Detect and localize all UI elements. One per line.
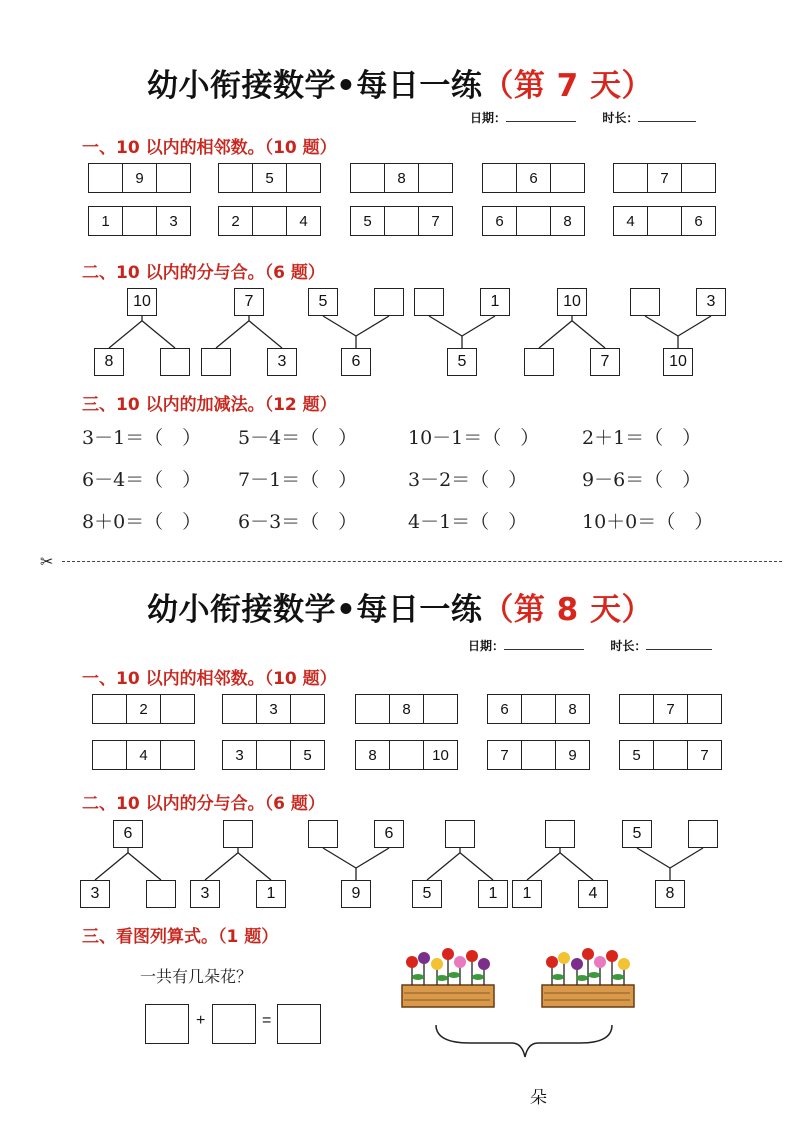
day7-duration-blank[interactable]	[638, 109, 696, 122]
blank-cell[interactable]	[423, 695, 457, 723]
answer-box-3[interactable]	[277, 1004, 321, 1044]
blank-number-box[interactable]	[445, 820, 475, 848]
connector-line	[216, 321, 249, 348]
blank-cell[interactable]	[89, 164, 122, 192]
day7-sec1-title: 一、10 以内的相邻数。（10 题）	[82, 138, 337, 158]
number-cell: 7	[500, 746, 509, 764]
blank-cell[interactable]	[681, 164, 715, 192]
day7-adjacent-strip	[350, 163, 453, 193]
number-cell: 6	[516, 164, 550, 192]
number-cell: 6	[500, 700, 509, 718]
equation[interactable]: 5－4＝（ ）	[238, 427, 358, 449]
connector-line	[323, 848, 356, 868]
equation[interactable]: 3－1＝（ ）	[82, 427, 202, 449]
number-cell: 7	[647, 164, 681, 192]
number-box: 1	[478, 880, 508, 908]
blank-cell[interactable]	[223, 695, 256, 723]
day8-sec1-title: 一、10 以内的相邻数。（10 题）	[82, 669, 337, 689]
number-cell: 6	[681, 207, 715, 235]
equation[interactable]: 4－1＝（ ）	[408, 511, 528, 533]
blank-cell[interactable]	[516, 207, 550, 235]
blank-cell[interactable]	[156, 164, 190, 192]
day8-adjacent-strip	[222, 740, 325, 770]
number-cell: 2	[126, 695, 160, 723]
blank-number-box[interactable]	[688, 820, 718, 848]
day8-adjacent-strip	[355, 740, 458, 770]
blank-cell[interactable]	[356, 695, 389, 723]
number-box: 9	[341, 880, 371, 908]
day8-title	[0, 584, 800, 629]
equation[interactable]: 6－3＝（ ）	[238, 511, 358, 533]
flower-planter-right	[542, 948, 634, 1007]
connector-line	[205, 853, 238, 880]
number-cell: 10	[423, 741, 457, 769]
number-cell: 4	[126, 741, 160, 769]
blank-number-box[interactable]	[308, 820, 338, 848]
blank-number-box[interactable]	[374, 288, 404, 316]
number-box: 3	[80, 880, 110, 908]
number-cell: 3	[156, 207, 190, 235]
equation[interactable]: 6－4＝（ ）	[82, 469, 202, 491]
day8-duration-blank[interactable]	[646, 637, 712, 650]
flower-planter-left	[402, 948, 494, 1007]
number-cell: 8	[550, 207, 584, 235]
connector-line	[560, 853, 593, 880]
day8-adjacent-strip	[92, 694, 195, 724]
blank-cell[interactable]	[219, 164, 252, 192]
equation[interactable]: 9－6＝（ ）	[582, 469, 702, 491]
day7-adjacent-strip	[482, 206, 585, 236]
equals-sign: =	[262, 1012, 272, 1029]
day7-title-main: 幼小衔接数学•每日一练	[147, 68, 483, 104]
equation[interactable]: 8＋0＝（ ）	[82, 511, 202, 533]
blank-cell[interactable]	[653, 741, 687, 769]
day8-adjacent-strip	[487, 740, 590, 770]
connector-line	[429, 316, 462, 336]
day8-sec3-title: 三、看图列算式。（1 题）	[82, 927, 279, 947]
day8-adjacent-strip	[619, 740, 722, 770]
blank-cell[interactable]	[290, 695, 324, 723]
connector-line	[527, 853, 560, 880]
number-cell: 4	[286, 207, 320, 235]
blank-cell[interactable]	[122, 207, 156, 235]
day8-duration-label: 时长：	[610, 639, 647, 653]
equation[interactable]: 3－2＝（ ）	[408, 469, 528, 491]
number-box: 3	[696, 288, 726, 316]
equation[interactable]: 10＋0＝（ ）	[582, 511, 714, 533]
answer-box-1[interactable]	[145, 1004, 189, 1044]
cut-line	[62, 561, 782, 562]
answer-box-2[interactable]	[212, 1004, 256, 1044]
number-box: 8	[94, 348, 124, 376]
connector-line	[142, 321, 175, 348]
blank-cell[interactable]	[614, 164, 647, 192]
blank-cell[interactable]	[389, 741, 423, 769]
blank-number-box[interactable]	[146, 880, 176, 908]
day8-date-field	[468, 637, 712, 654]
blank-number-box[interactable]	[545, 820, 575, 848]
day8-title-day: （第 8 天）	[482, 592, 653, 628]
equation[interactable]: 2＋1＝（ ）	[582, 427, 702, 449]
connector-line	[356, 848, 389, 868]
connector-line	[356, 316, 389, 336]
day7-title-day: （第 7 天）	[482, 68, 653, 104]
equation[interactable]: 10－1＝（ ）	[408, 427, 540, 449]
number-cell: 4	[626, 212, 635, 230]
number-cell: 5	[290, 741, 324, 769]
day7-date-blank[interactable]	[506, 109, 576, 122]
day7-adjacent-strip	[218, 206, 321, 236]
number-box: 6	[374, 820, 404, 848]
connector-line	[670, 848, 703, 868]
day7-sec3-title: 三、10 以内的加减法。（12 题）	[82, 395, 337, 415]
day7-adjacent-strip	[613, 163, 716, 193]
number-box: 7	[234, 288, 264, 316]
number-cell: 1	[101, 212, 110, 230]
number-cell: 6	[495, 212, 504, 230]
number-cell: 8	[389, 695, 423, 723]
plus-sign: +	[196, 1012, 206, 1029]
blank-number-box[interactable]	[630, 288, 660, 316]
blank-cell[interactable]	[483, 164, 516, 192]
day8-question: 一共有几朵花？	[140, 967, 253, 986]
equation[interactable]: 7－1＝（ ）	[238, 469, 358, 491]
blank-cell[interactable]	[521, 741, 555, 769]
number-box: 5	[622, 820, 652, 848]
day7-date-label: 日期：	[470, 111, 507, 125]
number-box: 10	[127, 288, 157, 316]
blank-cell[interactable]	[620, 695, 653, 723]
day8-adjacent-strip	[92, 740, 195, 770]
number-box: 6	[341, 348, 371, 376]
number-box: 8	[655, 880, 685, 908]
blank-cell[interactable]	[252, 207, 286, 235]
connector-line	[678, 316, 711, 336]
day7-sec2-title: 二、10 以内的分与合。（6 题）	[82, 263, 325, 283]
scissors-icon: ✂	[40, 552, 54, 571]
number-box: 10	[557, 288, 587, 316]
connector-line	[95, 853, 128, 880]
blank-cell[interactable]	[256, 741, 290, 769]
connector-line	[645, 316, 678, 336]
flower-illustration	[390, 935, 660, 1065]
blank-cell[interactable]	[351, 164, 384, 192]
blank-cell[interactable]	[521, 695, 555, 723]
number-box: 5	[412, 880, 442, 908]
day7-adjacent-strip	[350, 206, 453, 236]
day8-date-blank[interactable]	[504, 637, 584, 650]
number-box: 10	[663, 348, 693, 376]
number-cell: 7	[418, 207, 452, 235]
number-box: 5	[447, 348, 477, 376]
connector-line	[572, 321, 605, 348]
brace-icon	[436, 1025, 612, 1057]
day7-date-field	[470, 109, 696, 126]
day7-title	[0, 60, 800, 105]
day8-adjacent-strip	[487, 694, 590, 724]
blank-cell[interactable]	[286, 164, 320, 192]
connector-line	[637, 848, 670, 868]
connector-line	[539, 321, 572, 348]
connector-line	[109, 321, 142, 348]
day7-adjacent-strip	[218, 163, 321, 193]
number-cell: 2	[231, 212, 240, 230]
blank-cell[interactable]	[93, 741, 126, 769]
number-cell: 9	[555, 741, 589, 769]
blank-cell[interactable]	[384, 207, 418, 235]
day8-sec2-title: 二、10 以内的分与合。（6 题）	[82, 794, 325, 814]
day7-adjacent-strip	[482, 163, 585, 193]
day7-adjacent-strip	[88, 206, 191, 236]
blank-number-box[interactable]	[201, 348, 231, 376]
number-cell: 3	[235, 746, 244, 764]
connector-line	[460, 853, 493, 880]
day8-adjacent-strip	[619, 694, 722, 724]
number-box: 3	[267, 348, 297, 376]
number-cell: 7	[687, 741, 721, 769]
number-cell: 3	[256, 695, 290, 723]
number-cell: 9	[122, 164, 156, 192]
connector-line	[249, 321, 282, 348]
number-box: 1	[256, 880, 286, 908]
number-cell: 5	[632, 746, 641, 764]
blank-cell[interactable]	[418, 164, 452, 192]
connector-line	[462, 316, 495, 336]
connector-line	[128, 853, 161, 880]
day8-adjacent-strip	[222, 694, 325, 724]
blank-number-box[interactable]	[223, 820, 253, 848]
number-box: 7	[590, 348, 620, 376]
number-box: 1	[480, 288, 510, 316]
blank-number-box[interactable]	[160, 348, 190, 376]
number-cell: 7	[653, 695, 687, 723]
number-cell: 5	[363, 212, 372, 230]
number-box: 5	[308, 288, 338, 316]
connector-line	[323, 316, 356, 336]
number-box: 6	[113, 820, 143, 848]
day7-adjacent-strip	[613, 206, 716, 236]
blank-cell[interactable]	[160, 695, 194, 723]
number-box: 1	[512, 880, 542, 908]
day8-title-main: 幼小衔接数学•每日一练	[147, 592, 483, 628]
blank-number-box[interactable]	[414, 288, 444, 316]
unit-label: 朵	[530, 1088, 547, 1108]
blank-number-box[interactable]	[524, 348, 554, 376]
blank-cell[interactable]	[687, 695, 721, 723]
number-cell: 8	[384, 164, 418, 192]
blank-cell[interactable]	[160, 741, 194, 769]
blank-cell[interactable]	[93, 695, 126, 723]
number-box: 3	[190, 880, 220, 908]
blank-cell[interactable]	[647, 207, 681, 235]
day7-adjacent-strip	[88, 163, 191, 193]
number-cell: 8	[368, 746, 377, 764]
number-cell: 5	[252, 164, 286, 192]
connector-line	[238, 853, 271, 880]
day7-duration-label: 时长：	[602, 111, 639, 125]
blank-cell[interactable]	[550, 164, 584, 192]
day8-adjacent-strip	[355, 694, 458, 724]
day8-date-label: 日期：	[468, 639, 505, 653]
number-cell: 8	[555, 695, 589, 723]
connector-line	[427, 853, 460, 880]
number-box: 4	[578, 880, 608, 908]
